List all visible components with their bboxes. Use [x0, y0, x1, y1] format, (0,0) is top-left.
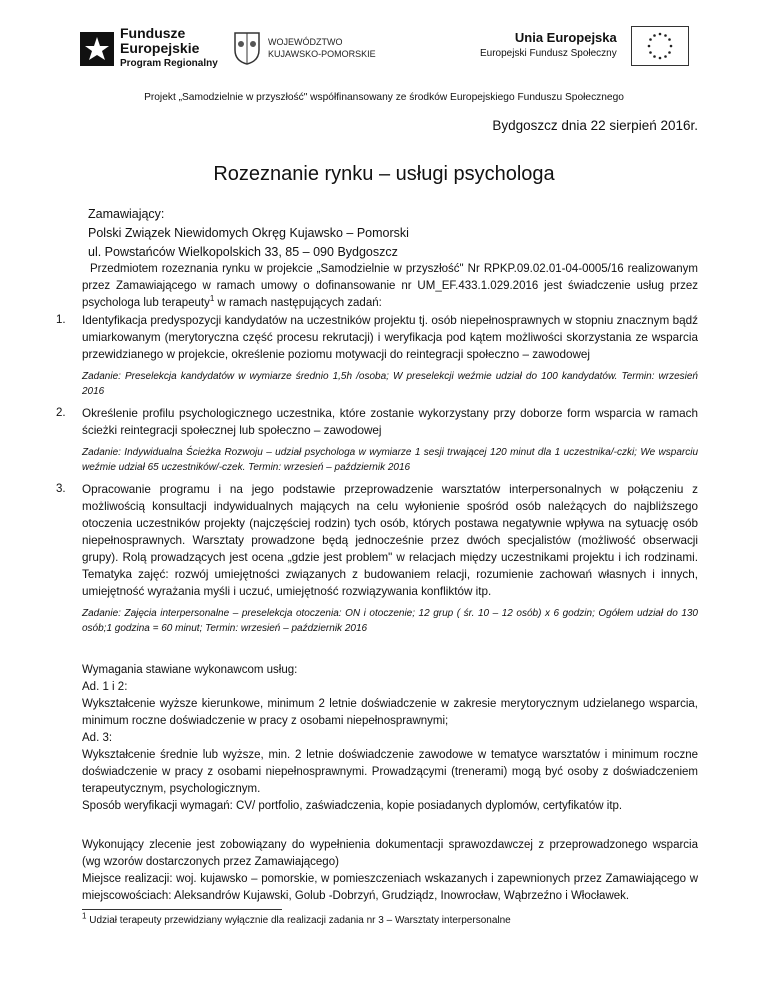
eu-line1: Unia Europejska	[514, 30, 617, 45]
task-detail: Zadanie: Indywidualna Ścieżka Rozwoju – udział psychologa w wymiarze 1 sesji trwającej 120 minut dla 1 uczestnika/-czki; We wsparciu weźmie udział 65 uczestników/-czek. Termin: wrzesień – październik 2016	[82, 447, 698, 473]
task-list	[56, 312, 698, 636]
requirements-section	[82, 662, 698, 815]
task-text: Opracowanie programu i na jego podstawie przeprowadzenie warsztatów interpersonalnych w połączeniu z możliwością konsultacji indywidualnych mających na celu wyłonienie spośród osób należących do najbliższego otoczenia uczestników projekty (najczęściej rodzin) tych osób, których postawa negatywnie wpływa na sytuację osób niepełnosprawnych. Warsztaty prowadzone będą jednocześnie przez dwóch specjalistów (możliwość obserwacji grupy). Rolą prowadzących jest ocena „gdzie jest problem" w relacjach między uczestnikami projektu i ich rodzinami. Tematyka zajęć: rozwój umiejętności związanych z budowaniem relacji, rozumienie zachowań własnych i innych, umiejętność wyrażania myśli i uczuć, umiejętność rozwiązywania konfliktów itp.	[82, 483, 698, 598]
task-number: 1.	[56, 314, 66, 326]
eu-line2: Europejski Fundusz Społeczny	[480, 48, 617, 59]
contracting-address: ul. Powstańców Wielkopolskich 33, 85 – 090 Bydgoszcz	[88, 245, 398, 259]
footnote-mark: 1	[82, 911, 87, 921]
intro-text: Przedmiotem rozeznania rynku w projekcie „Samodzielnie w przyszłość" Nr RPKP.09.02.01-04-0005/16 realizowanym przez Zamawiającego w ramach umowy o dofinansowanie nr UM_EF.433.1.029.2016 jest świadczenie usług przez psychologa lub terapeuty	[82, 263, 698, 309]
fe-logo	[80, 26, 218, 71]
contracting-party	[88, 205, 409, 262]
ad3-label: Ad. 3:	[82, 732, 113, 744]
fe-line1: Fundusze	[120, 25, 186, 41]
document-body	[56, 261, 698, 905]
execution-section	[82, 837, 698, 905]
task-text: Określenie profilu psychologicznego uczestnika, które zostanie wykorzystany przy doborze form wsparcia w ramach ścieżki reintegracji społecznej lub społeczno – zawodowej	[82, 407, 698, 437]
contracting-name: Polski Związek Niewidomych Okręg Kujawsko – Pomorski	[88, 226, 409, 240]
fe-star-icon	[80, 32, 114, 66]
footnote	[82, 911, 511, 926]
task-detail: Zadanie: Preselekcja kandydatów w wymiarze średnio 1,5h /osoba; W preselekcji weźmie udział do 100 kandydatów. Termin: wrzesień 2016	[82, 371, 698, 397]
region-logo	[232, 30, 376, 66]
region-line2: KUJAWSKO-POMORSKIE	[268, 49, 376, 59]
verification-text: Sposób weryfikacji wymagań: CV/ portfolio, zaświadczenia, kopie posiadanych dyplomów, certyfikatów itp.	[82, 800, 623, 812]
document-date: Bydgoszcz dnia 22 sierpień 2016r.	[492, 118, 698, 133]
fe-line3: Program Regionalny	[120, 58, 218, 69]
ad12-text: Wykształcenie wyższe kierunkowe, minimum 2 letnie doświadczenie w zakresie merytorycznym udzielanego wsparcia, minimum roczne doświadczenie w pracy z osobami niepełnosprawnymi;	[82, 698, 698, 727]
intro-text-end: w ramach następujących zadań:	[214, 297, 382, 309]
footnote-ref: 1	[209, 294, 215, 304]
fe-line2: Europejskie	[120, 40, 200, 56]
project-line: Projekt „Samodzielnie w przyszłość" współfinansowany ze środków Europejskiego Funduszu Społecznego	[144, 92, 624, 103]
coat-of-arms-icon	[232, 30, 262, 66]
eu-logo	[480, 26, 689, 66]
list-item	[56, 312, 698, 399]
region-line1: WOJEWÓDZTWO	[268, 37, 343, 47]
ad12-label: Ad. 1 i 2:	[82, 681, 128, 693]
task-detail: Zadanie: Zajęcia interpersonalne – preselekcja otoczenia: ON i otoczenie; 12 grup ( śr. 10 – 12 osób) x 6 godzin; Ogółem udział do 130 osób;1 godzina = 60 minut; Termin: wrzesień – październik 2016	[82, 608, 698, 634]
logo-header	[0, 20, 768, 80]
list-item	[56, 481, 698, 636]
execution-text1: Wykonujący zlecenie jest zobowiązany do wypełnienia dokumentacji sprawozdawczej z przeprowadzonego wsparcia (wg wzorów dostarczonych przez Zamawiającego)	[82, 839, 698, 868]
intro-paragraph	[82, 261, 698, 312]
execution-text2: Miejsce realizacji: woj. kujawsko – pomorskie, w pomieszczeniach wskazanych i zapewnionych przez Zamawiającego w miejscowościach: Aleksandrów Kujawski, Golub -Dobrzyń, Grudziądz, Inowrocław, Wąbrzeźno i Włocławek.	[82, 873, 698, 902]
footnote-text: Udział terapeuty przewidziany wyłącznie dla realizacji zadania nr 3 – Warsztaty interpersonalne	[86, 915, 511, 926]
page-title: Rozeznanie rynku – usługi psychologa	[213, 163, 555, 185]
eu-flag-icon	[631, 26, 689, 66]
ad3-text: Wykształcenie średnie lub wyższe, min. 2 letnie doświadczenie zawodowe w tematyce warsztatów i minimum roczne doświadczenie w pracy z osobami niepełnosprawnymi. Prowadzącymi (trenerami) mogą być osoby z doświadczeniem terapeutycznym, psychologicznym.	[82, 749, 698, 795]
footnote-divider	[82, 909, 282, 910]
list-item	[56, 405, 698, 475]
task-text: Identyfikacja predyspozycji kandydatów na uczestników projektu tj. osób niepełnosprawnych w stopniu znacznym bądź umiarkowanym (merytoryczna część procesu rekrutacji) i weryfikacja pod kątem możliwości skorzystania ze wsparcia przewidzianego w projekcie, określenie poziomu motywacji do reintegracji społeczno – zawodowej	[82, 314, 698, 361]
task-number: 2.	[56, 407, 66, 419]
requirements-heading: Wymagania stawiane wykonawcom usług:	[82, 664, 298, 676]
task-number: 3.	[56, 483, 66, 495]
contracting-label: Zamawiający:	[88, 207, 165, 221]
